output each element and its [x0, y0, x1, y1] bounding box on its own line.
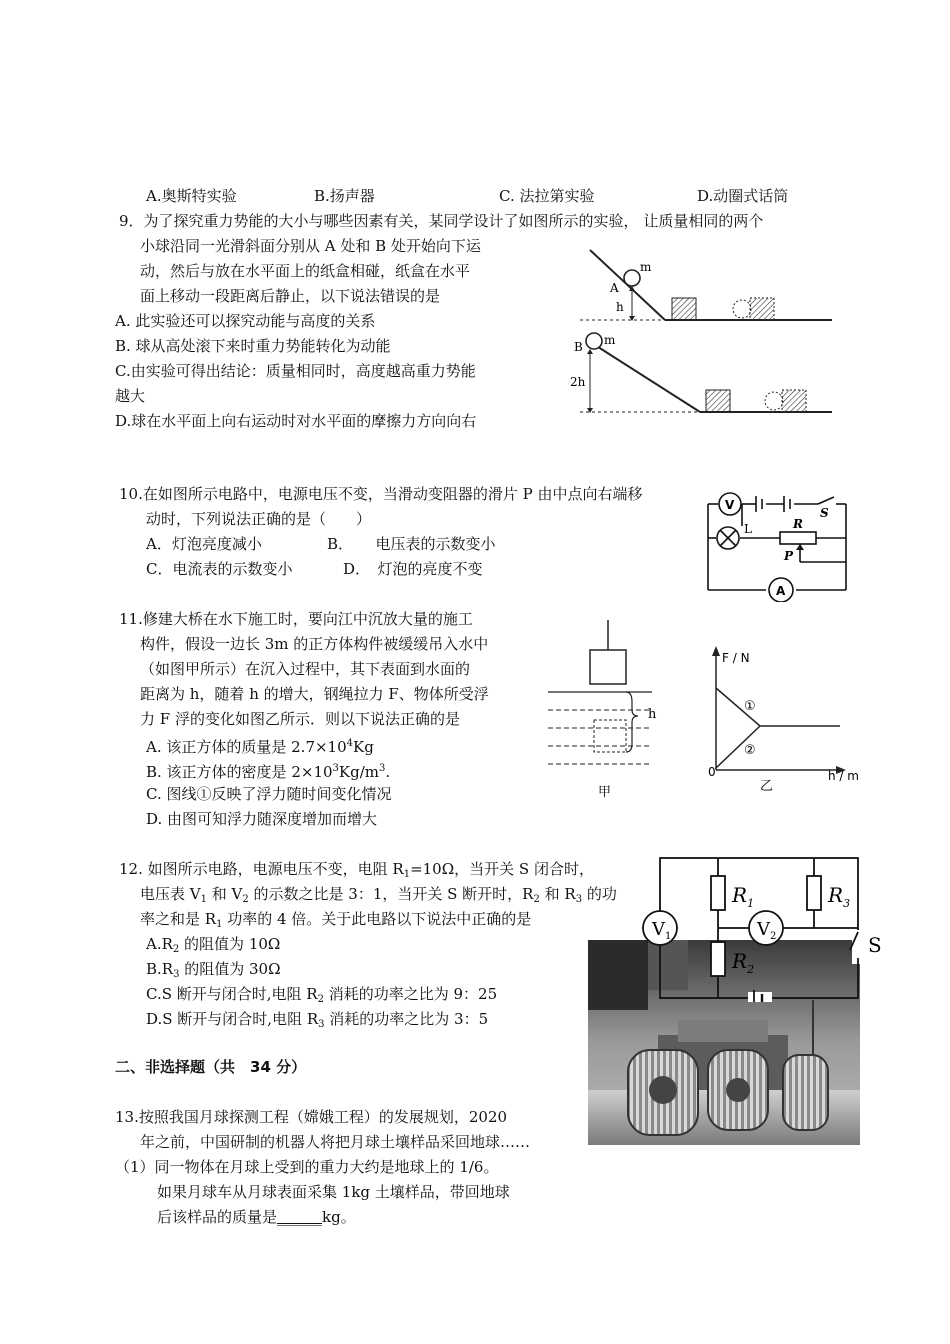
q12-option-c: C.S 断开与闭合时,电阻 $R_2$ 消耗的功率之比为 9：25 [146, 985, 498, 1005]
q10-rheostat-label: R [793, 517, 803, 531]
q11-yi-x-label: h / m [828, 769, 859, 783]
q11-stem-line-5: 力 F 浮的变化如图乙所示．则以下说法正确的是 [140, 710, 460, 728]
q11-stem-line-4: 距离为 h，随着 h 的增大，钢绳拉力 F、物体所受浮 [140, 685, 489, 703]
q11-option-b: B. 该正方体的密度是 $2\times 10^3Kg/m^3$. [146, 763, 391, 781]
q10-option-b: B． 电压表的示数变小 [327, 535, 496, 553]
q10-stem-line-1: 10.在如图所示电路中，电源电压不变，当滑动变阻器的滑片 P 由中点向右端移 [119, 485, 643, 503]
q10-option-c: C．电流表的示数变小 [146, 560, 293, 578]
section-2-heading: 二、非选择题（共 34 分） [115, 1058, 307, 1076]
q13-stem-line-1: 13.按照我国月球探测工程（嫦娥工程）的发展规划，2020 [115, 1108, 508, 1126]
q9-stem-line-2: 小球沿同一光滑斜面分别从 A 处和 B 处开始向下运 [140, 237, 481, 255]
q10-switch-label: S [820, 506, 829, 520]
q13-stem-line-2: 年之前，中国研制的机器人将把月球土壤样品采回地球…… [140, 1133, 531, 1151]
q11-jia-caption: 甲 [598, 785, 612, 800]
q9-stem-line-1: 9．为了探究重力势能的大小与哪些因素有关，某同学设计了如图所示的实验， 让质量相同的两个 [119, 212, 764, 230]
q13-part-1-line-2: 如果月球车从月球表面采集 1kg 土壤样品，带回地球 [157, 1183, 510, 1201]
q13-part-1-line-1: （1）同一物体在月球上受到的重力大约是地球上的 1/6。 [115, 1158, 499, 1176]
q10-option-a: A．灯泡亮度减小 [146, 535, 262, 553]
q12-r1-label: $R_1$ [732, 883, 755, 910]
q9-label-m-top: m [640, 260, 652, 274]
q10-lamp-label: L [744, 522, 752, 536]
q11-stem-line-3: （如图甲所示）在沉入过程中，其下表面到水面的 [140, 660, 471, 678]
q9-option-c-cont: 越大 [115, 387, 146, 405]
q11-figure-yi [700, 640, 870, 795]
q9-option-a: A. 此实验还可以探究动能与高度的关系 [115, 312, 376, 330]
q11-yi-y-label: F / N [722, 651, 750, 665]
q12-r2-label: $R_2$ [732, 949, 755, 976]
q11-jia-h-label: h [648, 707, 657, 722]
q12-v2-label: $V_2$ [757, 919, 777, 942]
q9-option-d: D.球在水平面上向右运动时对水平面的摩擦力方向向右 [115, 412, 477, 430]
q11-figure-jia [540, 620, 680, 800]
q10-circuit-figure [700, 486, 850, 602]
q9-label-2h: 2h [570, 375, 586, 389]
q10-voltmeter-label: V [725, 498, 735, 512]
q11-stem-line-1: 11.修建大桥在水下施工时，要向江中沉放大量的施工 [119, 610, 473, 628]
q9-stem-line-4: 面上移动一段距离后静止，以下说法错误的是 [140, 287, 441, 305]
q9-label-a: A [610, 281, 619, 295]
q11-yi-origin: 0 [708, 765, 716, 779]
q11-yi-curve-2: ② [744, 743, 756, 758]
q13-answer-blank[interactable]: ______ [277, 1208, 323, 1226]
q12-option-a: $A.R_2$ 的阻值为 10Ω [146, 935, 281, 955]
q12-switch-label: S [868, 933, 882, 957]
q12-option-d: D.S 断开与闭合时,电阻 $R_3$ 消耗的功率之比为 3：5 [146, 1010, 489, 1030]
q12-stem-line-2: 电压表 $V_1$ 和 $V_2$ 的示数之比是 3：1，当开关 S 断开时，$R_2$ 和 $R_3$ 的功 [140, 885, 617, 905]
q10-option-d: D． 灯泡的亮度不变 [343, 560, 483, 578]
q8-option-a: A.奥斯特实验 [146, 187, 237, 205]
q12-stem-line-1: 12. 如图所示电路，电源电压不变，电阻 $R_1=10\Omega$，当开关 S 闭合时， [119, 860, 594, 880]
q11-yi-curve-1: ① [744, 699, 756, 714]
q8-option-d: D.动圈式话筒 [697, 187, 789, 205]
q9-ramp-figure [560, 240, 840, 425]
q8-option-b: B.扬声器 [314, 187, 375, 205]
q9-label-h: h [616, 300, 624, 314]
q9-option-b: B. 球从高处滚下来时重力势能转化为动能 [115, 337, 391, 355]
q9-stem-line-3: 动，然后与放在水平面上的纸盒相碰，纸盒在水平 [140, 262, 471, 280]
q9-option-c: C.由实验可得出结论：质量相同时，高度越高重力势能 [115, 362, 476, 380]
q11-option-a: A. 该正方体的质量是 $2.7\times 10^4Kg$ [146, 738, 374, 756]
q9-label-b: B [574, 340, 583, 354]
q13-part-1-line-3: 后该样品的质量是______kg。 [157, 1208, 356, 1226]
q11-stem-line-2: 构件，假设一边长 3m 的正方体构件被缓缓吊入水中 [140, 635, 489, 653]
q11-option-d: D. 由图可知浮力随深度增加而增大 [146, 810, 378, 828]
q12-v1-label: $V_1$ [652, 919, 672, 942]
q10-stem-line-2: 动时，下列说法正确的是（ ） [146, 510, 372, 528]
q8-option-c: C. 法拉第实验 [499, 187, 595, 205]
q10-slider-label: P [784, 549, 794, 563]
q12-stem-line-3: 率之和是 $R_1$ 功率的 4 倍。关于此电路以下说法中正确的是 [140, 910, 532, 930]
q11-option-c: C. 图线①反映了浮力随时间变化情况 [146, 785, 392, 803]
q12-circuit-figure [638, 852, 893, 1002]
q12-r3-label: $R_3$ [828, 883, 851, 910]
q12-option-b: $B.R_3$ 的阻值为 30Ω [146, 960, 281, 980]
q10-ammeter-label: A [776, 584, 786, 598]
q9-label-m-bottom: m [604, 333, 616, 347]
q11-yi-caption: 乙 [760, 779, 774, 794]
